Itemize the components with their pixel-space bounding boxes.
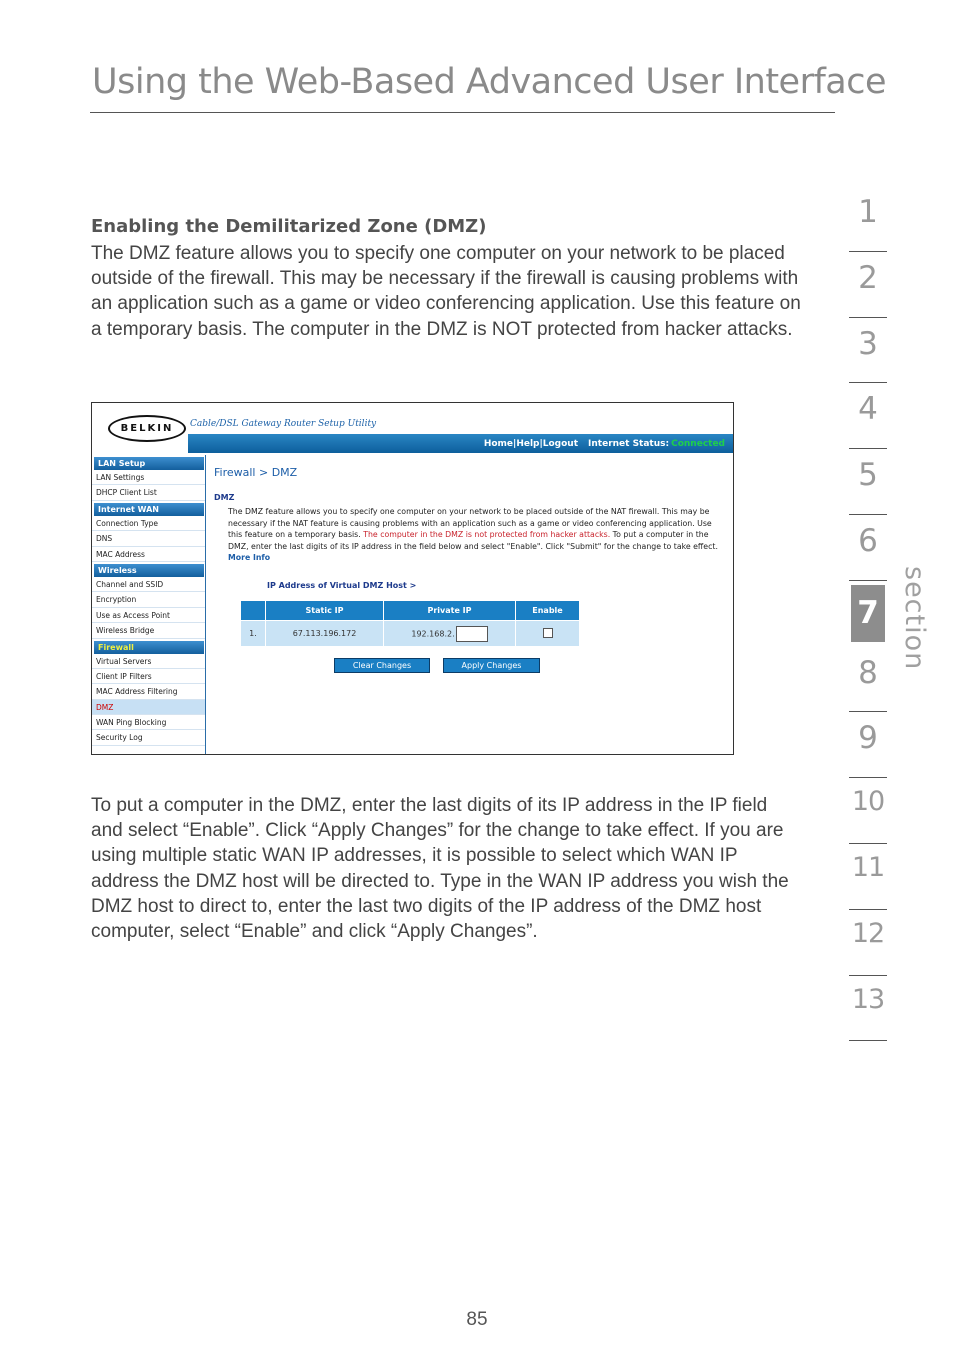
- nav-item-security-log[interactable]: Security Log: [92, 730, 205, 745]
- clear-changes-button[interactable]: Clear Changes: [334, 658, 430, 673]
- internet-status-label: Internet Status:: [588, 438, 670, 449]
- router-header: [92, 403, 733, 453]
- static-ip-value: 67.113.196.172: [266, 621, 384, 647]
- section-number-9[interactable]: 9: [849, 712, 887, 778]
- top-bar: [188, 434, 733, 453]
- private-ip-input[interactable]: [456, 626, 488, 642]
- dmz-description: The DMZ feature allows you to specify one computer on your network to be placed outside of the NAT firewall. This may be necessary if the NAT feature is causing problems with an application such as a game or video conferencing application. Use this feature on a temporary basis. The computer in the DMZ is not protected from hacker attacks. To put a computer in the DMZ, enter the last digits of its IP address in the field below and select "Enable". Click "Submit" for the change to take effect. More Info: [228, 507, 718, 563]
- nav-item-dmz[interactable]: DMZ: [92, 700, 205, 715]
- warning-text: The computer in the DMZ is not protected from hacker attacks.: [363, 530, 611, 540]
- section-heading: Enabling the Demilitarized Zone (DMZ): [91, 216, 487, 237]
- section-number-5[interactable]: 5: [849, 449, 887, 515]
- nav-item-dns[interactable]: DNS: [92, 531, 205, 546]
- nav-item-virtual-servers[interactable]: Virtual Servers: [92, 654, 205, 669]
- nav-item-mac-address[interactable]: MAC Address: [92, 547, 205, 562]
- nav-item-encryption[interactable]: Encryption: [92, 592, 205, 607]
- section-number-2[interactable]: 2: [849, 252, 887, 318]
- nav-item-wireless-bridge[interactable]: Wireless Bridge: [92, 623, 205, 638]
- section-number-1[interactable]: 1: [849, 186, 887, 252]
- nav-heading-internet-wan[interactable]: Internet WAN: [94, 503, 204, 516]
- page-number: 85: [466, 1309, 488, 1330]
- nav-item-channel-ssid[interactable]: Channel and SSID: [92, 577, 205, 592]
- section-number-11[interactable]: 11: [849, 844, 887, 910]
- more-info-link[interactable]: More Info: [228, 553, 271, 563]
- ip-address-label: IP Address of Virtual DMZ Host >: [267, 581, 417, 590]
- section-number-13[interactable]: 13: [849, 976, 887, 1042]
- nav-item-mac-filtering[interactable]: MAC Address Filtering: [92, 684, 205, 699]
- top-links[interactable]: Home|Help|Logout: [483, 438, 579, 449]
- private-ip-cell: [384, 621, 516, 647]
- belkin-logo: BELKIN: [108, 415, 186, 442]
- intro-paragraph: The DMZ feature allows you to specify one computer on your network to be placed outside of the firewall. This may be necessary if the firewall is causing problems with an application such as a game or video conferencing application. Use this feature on a temporary basis. The computer in the DMZ is NOT protected from hacker attacks.: [91, 243, 801, 340]
- section-number-8[interactable]: 8: [849, 647, 887, 713]
- section-number-3[interactable]: 3: [849, 318, 887, 384]
- apply-changes-button[interactable]: Apply Changes: [443, 658, 540, 673]
- nav-heading-lan-setup[interactable]: LAN Setup: [94, 457, 204, 470]
- table-header-index: [241, 601, 266, 621]
- router-sidebar: [92, 455, 206, 755]
- enable-checkbox[interactable]: [543, 628, 553, 638]
- enable-cell: [516, 621, 580, 647]
- section-label: section: [899, 566, 930, 671]
- section-number-6[interactable]: 6: [849, 515, 887, 581]
- nav-item-wan-ping-blocking[interactable]: WAN Ping Blocking: [92, 715, 205, 730]
- section-number-12[interactable]: 12: [849, 910, 887, 976]
- nav-heading-firewall[interactable]: Firewall: [94, 641, 204, 654]
- nav-item-access-point[interactable]: Use as Access Point: [92, 608, 205, 623]
- section-number-4[interactable]: 4: [849, 383, 887, 449]
- table-header-enable: Enable: [516, 601, 580, 621]
- page-title: Using the Web-Based Advanced User Interface: [92, 62, 887, 102]
- breadcrumb: Firewall > DMZ: [214, 466, 298, 479]
- row-index: 1.: [241, 621, 266, 647]
- title-divider: [90, 112, 835, 113]
- nav-item-dhcp-client-list[interactable]: DHCP Client List: [92, 485, 205, 500]
- private-ip-prefix: 192.168.2.: [411, 629, 455, 638]
- nav-item-lan-settings[interactable]: LAN Settings: [92, 470, 205, 485]
- dmz-section-label: DMZ: [214, 493, 235, 502]
- dmz-table: [240, 600, 580, 647]
- app-title: Cable/DSL Gateway Router Setup Utility: [190, 419, 377, 429]
- table-row: [241, 621, 580, 647]
- router-ui-screenshot: [91, 402, 734, 755]
- nav-item-connection-type[interactable]: Connection Type: [92, 516, 205, 531]
- nav-item-client-ip-filters[interactable]: Client IP Filters: [92, 669, 205, 684]
- section-nav: [849, 186, 887, 1041]
- section-number-10[interactable]: 10: [849, 778, 887, 844]
- table-header-private-ip: Private IP: [384, 601, 516, 621]
- section-number-7-active[interactable]: 7: [849, 581, 887, 647]
- internet-status-value: Connected: [671, 438, 725, 449]
- instructions-paragraph: To put a computer in the DMZ, enter the last digits of its IP address in the IP field and select “Enable”. Click “Apply Changes” for the change to take effect. If you are using multiple static WAN IP addresses, it is possible to select which WAN IP address the DMZ host will be directed to. Type in the WAN IP address you wish the DMZ host to direct to, enter the last two digits of the IP address of the DMZ host computer, select “Enable” and click “Apply Changes”.: [91, 795, 789, 943]
- nav-heading-wireless[interactable]: Wireless: [94, 564, 204, 577]
- table-header-static-ip: Static IP: [266, 601, 384, 621]
